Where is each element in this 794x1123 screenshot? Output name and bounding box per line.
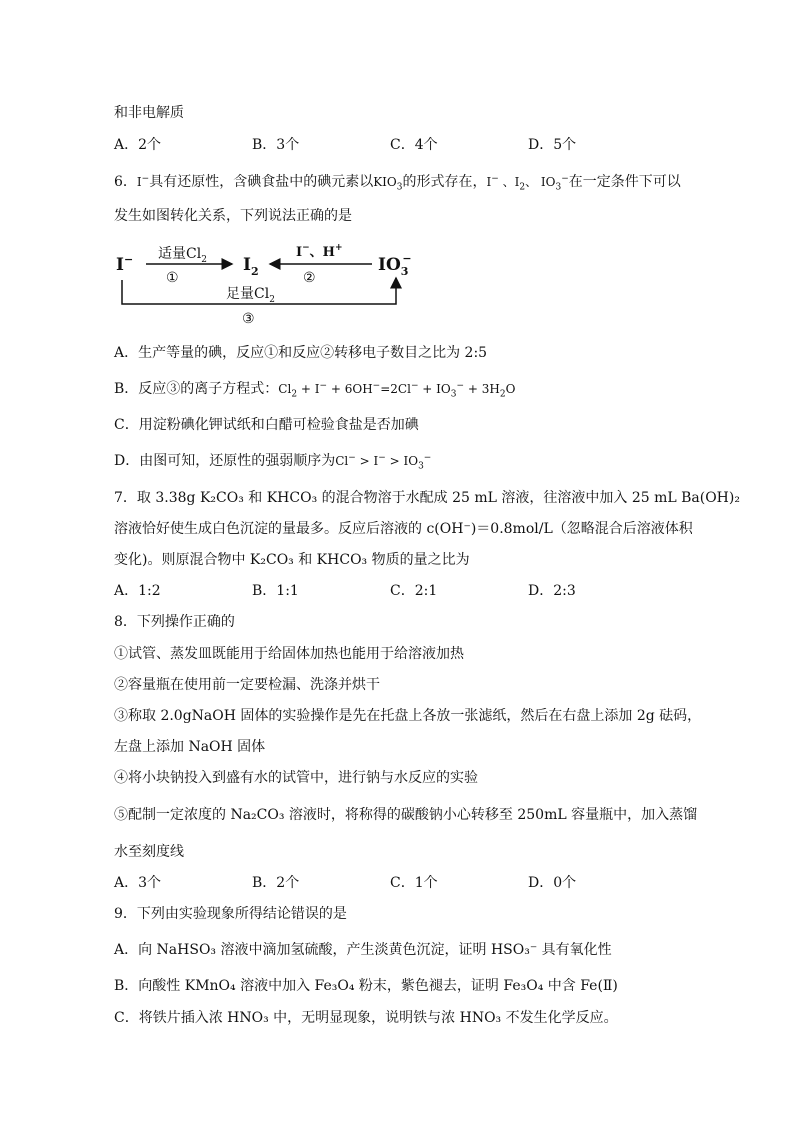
q8-option-a: A．3个 [114,875,162,891]
q7-stem-line1: 7．取 3.38g K₂CO₃ 和 KHCO₃ 的混合物溶于水配成 25 mL 溶液，往溶液中加入 25 mL Ba(OH)₂ [114,490,740,506]
q8-option-d: D．0个 [528,875,577,891]
q6-option-a: A．生产等量的碘，反应①和反应②转移电子数目之比为 2:5 [114,345,488,361]
arrow-3-number: ③ [242,311,255,327]
q8-option-c: C．1个 [390,875,438,891]
q8-item-3: ③称取 2.0gNaOH 固体的实验操作是先在托盘上各放一张滤纸，然后在右盘上添加 2g 砝码， [114,708,702,724]
arrow-2-label: I−、H+ [296,243,343,260]
q9-option-a: A．向 NaHSO₃ 溶液中滴加氢硫酸，产生淡黄色沉淀，证明 HSO₃⁻ 具有氧化性 [114,942,612,958]
q8-item-4: ④将小块钠投入到盛有水的试管中，进行钠与水反应的实验 [114,770,478,786]
arrow-2-number: ② [303,270,316,286]
q6-transformation-diagram [110,236,420,328]
q5-option-b: B．3个 [252,137,300,153]
q9-title: 9．下列由实验现象所得结论错误的是 [114,906,347,922]
q9-option-b: B．向酸性 KMnO₄ 溶液中加入 Fe₃O₄ 粉末，紫色褪去，证明 Fe₃O₄ 中含 Fe(Ⅱ) [114,978,618,994]
q8-item-5: ⑤配制一定浓度的 Na₂CO₃ 溶液时，将称得的碳酸钠小心转移至 250mL 容量瓶中，加入蒸馏 [114,807,698,823]
q8-title: 8．下列操作正确的 [114,614,235,630]
q8-option-b: B．2个 [252,875,300,891]
arrow-3-label: 足量$Cl_2$ [226,286,275,305]
q7-option-b: B．1:1 [252,583,299,599]
q9-option-c: C．将铁片插入浓 HNO₃ 中，无明显现象，说明铁与浓 HNO₃ 不发生化学反应。 [114,1010,618,1026]
q7-option-a: A．1:2 [114,583,161,599]
q7-option-d: D．2:3 [528,583,576,599]
q5-option-d: D．5个 [528,137,577,153]
q8-item-5-cont: 水至刻度线 [114,844,184,860]
q8-item-2: ②容量瓶在使用前一定要检漏、洗涤并烘干 [114,677,380,693]
q7-stem-line2: 溶液恰好使生成白色沉淀的量最多。反应后溶液的 c(OH⁻)＝0.8mol/L（忽略混合后溶液体积 [114,521,693,537]
arrow-1-label: 适量$Cl_2$ [158,246,207,265]
q5-option-a: A．2个 [114,137,162,153]
q7-stem-line3: 变化)。则原混合物中 K₂CO₃ 和 KHCO₃ 物质的量之比为 [114,552,470,568]
q7-option-c: C．2:1 [390,583,438,599]
q6-option-c: C．用淀粉碘化钾试纸和白醋可检验食盐是否加碘 [114,417,419,433]
q8-item-1: ①试管、蒸发皿既能用于给固体加热也能用于给溶液加热 [114,646,464,662]
q6-option-b: B．反应③的离子方程式：$Cl_2 + I^- + 6OH^-=2Cl^- + IO_3^- + 3H_2O$ [114,381,516,400]
q6-stem-line1: 6．I−具有还原性，含碘食盐中的碘元素以$KIO_3$的形式存在，I− 、$I_2$、 $IO_3^-$在一定条件下可以 [114,174,681,193]
q6-stem-line2: 发生如图转化关系，下列说法正确的是 [114,208,352,224]
arrow-1-number: ① [166,270,179,286]
q5-stem-tail: 和非电解质 [114,105,184,121]
node-iodide: I− [116,253,134,275]
q8-item-3-cont: 左盘上添加 NaOH 固体 [114,739,266,755]
q5-option-c: C．4个 [390,137,438,153]
q6-option-d: D．由图可知，还原性的强弱顺序为$Cl^- > I^- > IO_3^-$ [114,453,432,472]
node-iodate: $IO_3-$ [378,252,412,278]
node-iodine: $I_2$ [243,255,259,278]
